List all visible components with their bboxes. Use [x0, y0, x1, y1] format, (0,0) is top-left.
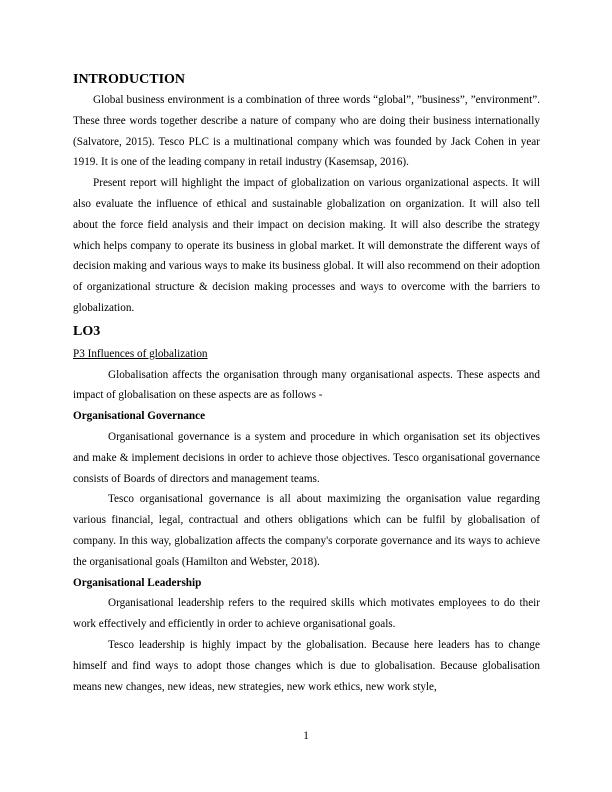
- governance-heading: Organisational Governance: [73, 410, 206, 423]
- intro-paragraph-1: Global business environment is a combination of three words “global”, ”business”, ”environment”. These three words together describe a nature of company who are doing their business internationally (Salvatore, 2015). Tesco PLC is a multinational company which was founded by Jack Cohen in year 1919. It is one of the leading company in retail industry (Kasemsap, 2016).: [73, 94, 540, 169]
- document-page: [73, 70, 540, 697]
- intro-paragraph-2: Present report will highlight the impact of globalization on various organizational aspects. It will also evaluate the influence of ethical and sustainable globalization on organization. It will also tell about the force field analysis and their impact on decision making. It will also describe the strategy which helps company to operate its business in global market. It will demonstrate the different ways of decision making and various ways to make its business global. It will also recommend on their adoption of organizational structure & decision making processes and ways to overcome with the barriers to globalization.: [73, 177, 540, 314]
- introduction-heading: INTRODUCTION: [73, 72, 186, 87]
- leadership-paragraph-1: Organisational leadership refers to the required skills which motivates employees to do their work effectively and efficiently in order to achieve organisational goals.: [73, 597, 540, 631]
- page-number: 1: [303, 730, 309, 742]
- p3-intro-paragraph: Globalisation affects the organisation through many organisational aspects. These aspects and impact of globalisation on these aspects are as follows -: [73, 368, 540, 402]
- governance-paragraph-1: Organisational governance is a system and procedure in which organisation set its objectives and make & implement decisions in order to achieve those objectives. Tesco organisational governance consists of Boards of directors and management teams.: [73, 430, 540, 485]
- lo3-heading: LO3: [73, 323, 101, 339]
- governance-paragraph-2: Tesco organisational governance is all about maximizing the organisation value regarding various financial, legal, contractual and others obligations which can be fulfil by globalisation of company. In this way, globalization affects the company's corporate governance and its ways to achieve the organisational goals (Hamilton and Webster, 2018).: [73, 493, 540, 568]
- p3-heading: P3 Influences of globalization: [73, 347, 208, 360]
- leadership-heading: Organisational Leadership: [73, 576, 202, 589]
- leadership-paragraph-2: Tesco leadership is highly impact by the globalisation. Because here leaders has to change himself and find ways to adopt those changes which is due to globalisation. Because globalisation means new changes, new ideas, new strategies, new work ethics, new work style,: [73, 638, 540, 693]
